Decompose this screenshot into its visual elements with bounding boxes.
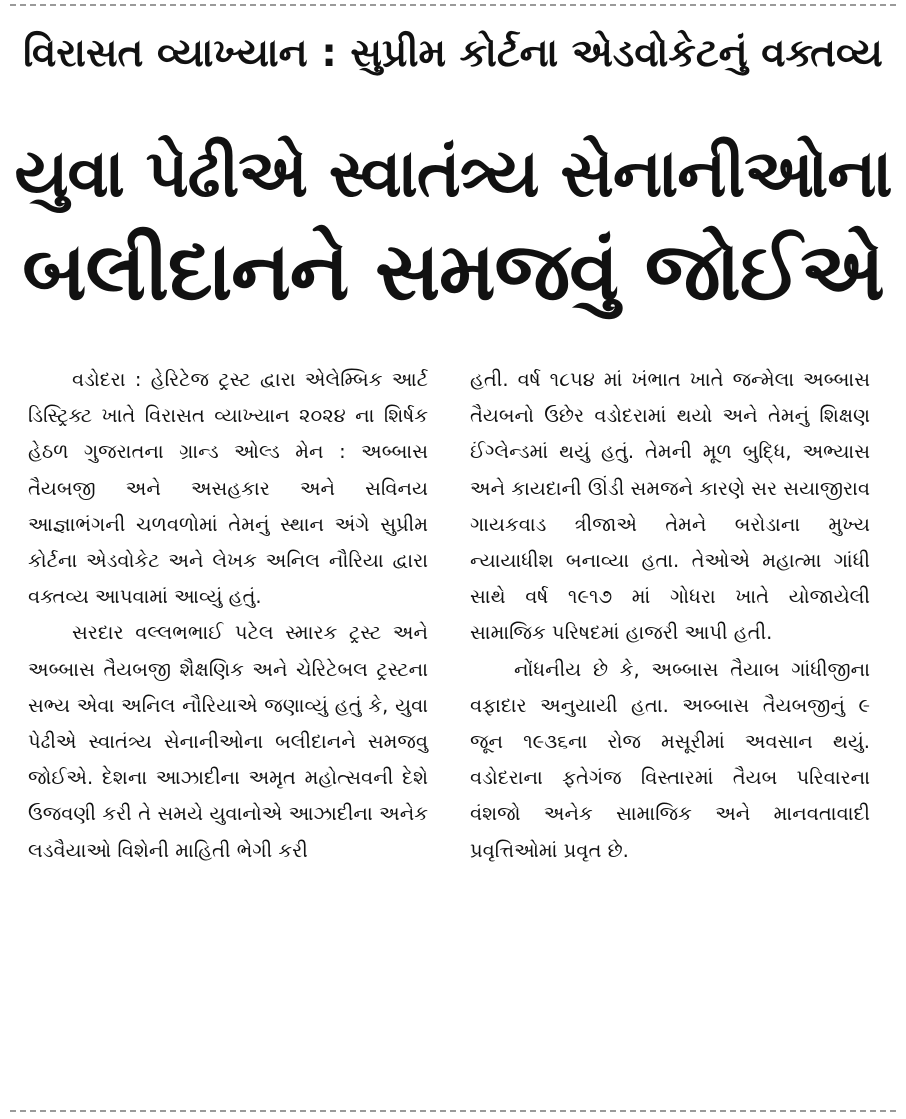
headline-line-2-text: બલીદાનને સમજવું જોઈએ	[22, 225, 884, 318]
article-kicker	[0, 22, 906, 86]
article-right-column	[470, 362, 870, 869]
top-dashed-rule	[10, 4, 896, 6]
bottom-dashed-rule	[10, 1110, 896, 1112]
article-left-column	[28, 362, 428, 869]
article-kicker-text: વિરાસત વ્યાખ્યાન : સુપ્રીમ કોર્ટના એડવોકેટનું વક્તવ્ય	[23, 31, 883, 76]
headline-line-2	[0, 222, 906, 322]
headline-line-1	[0, 124, 906, 224]
left-paragraph-1: વડોદરા : હેરિટેજ ટ્રસ્ટ દ્વારા એલેમ્બિક આર્ટ ડિસ્ટ્રિક્ટ ખાતે વિરાસત વ્યાખ્યાન ૨૦૨૪ ના શિર્ષક હેઠળ ગુજરાતના ગ્રાન્ડ ઓલ્ડ મેન : અબ્બાસ તૈયબજી અને અસહકાર અને સવિનય આજ્ઞાભંગની ચળવળોમાં તેમનું સ્થાન અંગે સુપ્રીમ કોર્ટના એડવોકેટ અને લેખક અનિલ નૌરિયા દ્વારા વક્તવ્ય આપવામાં આવ્યું હતું.	[28, 368, 428, 609]
left-paragraph-2: સરદાર વલ્લભભાઈ પટેલ સ્મારક ટ્રસ્ટ અને અબ્બાસ તૈયબજી શૈક્ષણિક અને ચેરિટેબલ ટ્રસ્ટના સભ્ય એવા અનિલ નૌરિયાએ જણાવ્યું હતું કે, યુવા પેઢીએ સ્વાતંત્ર્ય સેનાનીઓના બલીદાનને સમજવુ જોઈએ. દેશના આઝાદીના અમૃત મહોત્સવની દેશે ઉજવણી કરી તે સમયે યુવાનોએ આઝાદીના અનેક લડવૈયાઓ વિશેની માહિતી ભેગી કરી	[28, 621, 428, 862]
right-paragraph-1: હતી. વર્ષ ૧૮૫૪ માં ખંભાત ખાતે જન્મેલા અબ્બાસ તૈયબનો ઉછેર વડોદરામાં થયો અને તેમનું શિક્ષણ ઈંગ્લેન્ડમાં થયું હતું. તેમની મૂળ બુદ્ધિ, અભ્યાસ અને કાયદાની ઊંડી સમજને કારણે સર સયાજીરાવ ગાયકવાડ ત્રીજાએ તેમને બરોડાના મુખ્ય ન્યાયાધીશ બનાવ્યા હતા. તેઓએ મહાત્મા ગાંધી સાથે વર્ષ ૧૯૧૭ માં ગોધરા ખાતે યોજાયેલી સામાજિક પરિષદમાં હાજરી આપી હતી.	[470, 368, 870, 645]
right-paragraph-2: નોંધનીય છે કે, અબ્બાસ તૈયાબ ગાંધીજીના વફાદાર અનુયાયી હતા. અબ્બાસ તૈયબજીનું ૯ જૂન ૧૯૩૬ના રોજ મસૂરીમાં અવસાન થયું. વડોદરાના ફતેગંજ વિસ્તારમાં તૈયબ પરિવારના વંશજો અનેક સામાજિક અને માનવતાવાદી પ્રવૃત્તિઓમાં પ્રવૃત છે.	[470, 657, 870, 862]
headline-line-1-text: યુવા પેઢીએ સ્વાતંત્ર્ય સેનાનીઓના	[14, 135, 892, 212]
